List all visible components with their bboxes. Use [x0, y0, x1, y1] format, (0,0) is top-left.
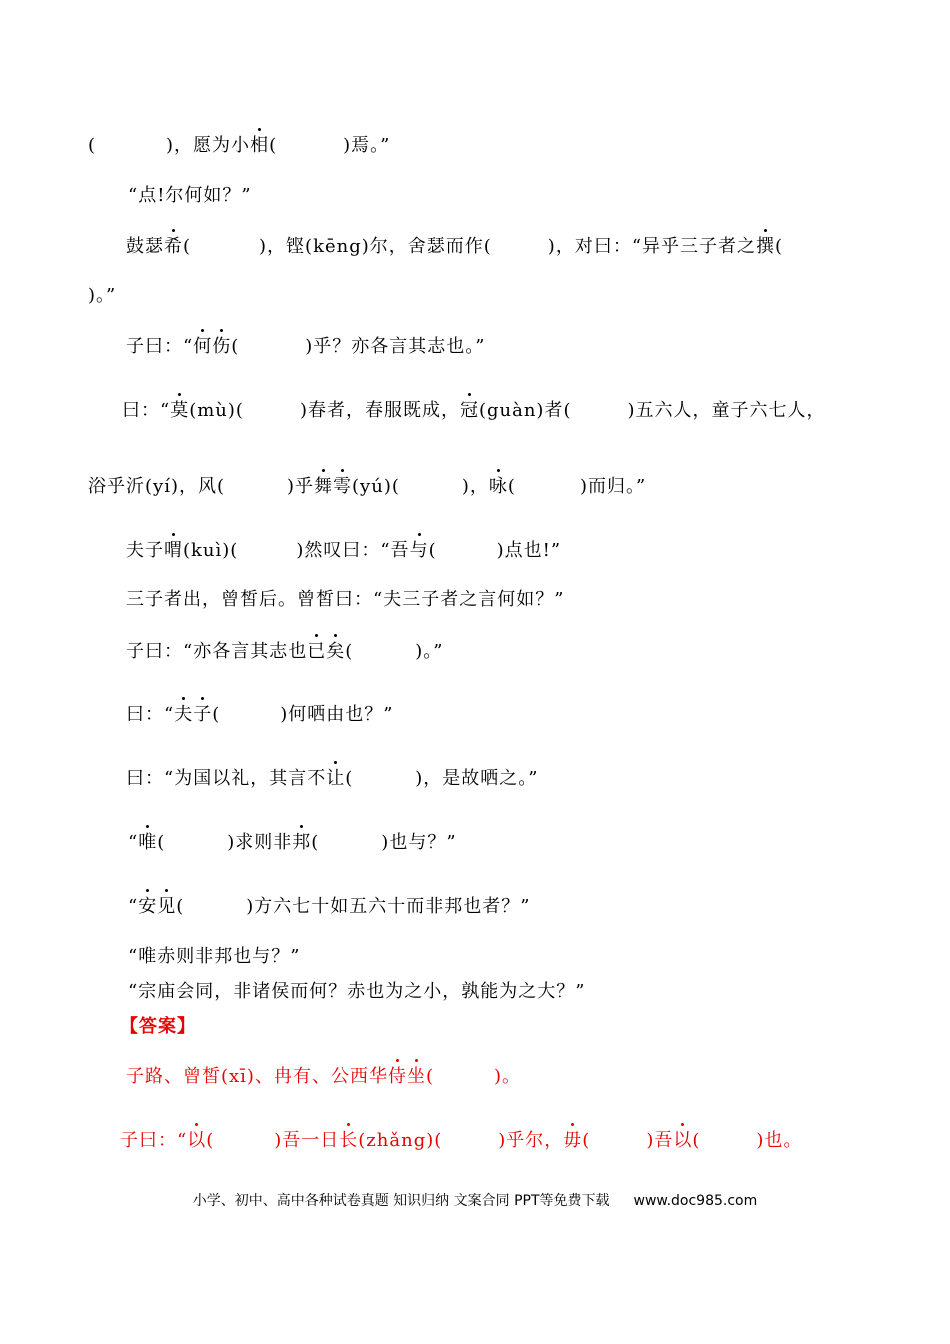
emphasis-char: 坐 — [407, 1062, 426, 1088]
text-segment: )吾 — [646, 1130, 674, 1151]
emphasis-char: 邦 — [292, 828, 311, 854]
text-segment: )方六七十如五六十而非邦也者？” — [246, 896, 531, 917]
text-line — [88, 131, 390, 157]
text-segment: )也。 — [756, 1130, 803, 1151]
emphasis-char: 希 — [164, 232, 183, 258]
text-line — [128, 942, 300, 968]
text-segment: )，对曰：“异乎三子者之 — [547, 236, 757, 257]
text-segment: )然叹曰：“吾 — [296, 540, 410, 561]
emphasis-char: 毋 — [563, 1126, 582, 1152]
text-segment: ( — [231, 336, 240, 357]
text-segment: ( — [345, 641, 354, 662]
text-line — [128, 977, 585, 1003]
text-segment: ( — [425, 1066, 434, 1087]
emphasis-char: 何 — [193, 332, 212, 358]
text-segment: 曰：“ — [122, 400, 171, 421]
text-segment: “ — [128, 896, 139, 917]
text-segment: ( — [775, 236, 784, 257]
text-segment: ( — [269, 135, 278, 156]
emphasis-char: 侍 — [388, 1062, 407, 1088]
text-segment: )，愿为小 — [166, 135, 251, 156]
emphasis-char: 以 — [187, 1126, 206, 1152]
text-segment: )春者，春服既成， — [299, 400, 460, 421]
text-segment: 三子者出，曾皙后。曾皙曰：“夫三子者之言何如？” — [126, 589, 565, 610]
text-segment: )而归。” — [579, 476, 647, 497]
text-segment: 夫子 — [126, 540, 164, 561]
text-segment: ( — [183, 236, 192, 257]
text-segment: “唯赤则非邦也与？” — [128, 946, 301, 967]
text-line — [126, 332, 485, 358]
text-line — [88, 472, 646, 498]
text-line — [126, 637, 443, 663]
text-segment: “点!尔何如？” — [128, 185, 252, 206]
text-line — [128, 181, 252, 207]
emphasis-char: 伤 — [212, 332, 231, 358]
footer-text: 小学、初中、高中各种试卷真题 知识归纳 文案合同 PPT等免费下载 — [192, 1193, 610, 1209]
emphasis-char: 撰 — [756, 232, 775, 258]
emphasis-char: 相 — [250, 131, 269, 157]
text-segment: )乎 — [287, 476, 315, 497]
text-segment: )。” — [88, 285, 117, 306]
answer-line — [120, 1126, 802, 1152]
text-segment: ( — [507, 476, 516, 497]
text-segment: (yú)( — [352, 476, 400, 497]
text-segment: “ — [128, 832, 139, 853]
text-segment: 子曰：“亦各言其志也 — [126, 641, 308, 662]
text-line — [126, 764, 538, 790]
footer-link[interactable]: www.doc985.com — [633, 1193, 758, 1209]
text-segment: “宗庙会同，非诸侯而何？赤也为之小，孰能为之大？” — [128, 981, 586, 1002]
text-segment: )，是故哂之。” — [415, 768, 539, 789]
text-segment: ( — [176, 896, 185, 917]
emphasis-char: 雩 — [333, 472, 352, 498]
text-segment: )乎尔， — [498, 1130, 564, 1151]
emphasis-char: 子 — [193, 700, 212, 726]
text-segment: 子路、曾皙(xī)、冉有、公西华 — [126, 1066, 388, 1087]
text-segment: )五六人，童子六七人， — [627, 400, 826, 421]
text-segment: )， — [461, 476, 489, 497]
text-line — [128, 892, 530, 918]
text-segment: ( — [88, 135, 97, 156]
text-segment: (zhǎng)( — [358, 1130, 443, 1151]
emphasis-char: 唯 — [138, 828, 157, 854]
text-segment: 曰：“ — [126, 704, 175, 725]
text-segment: ( — [157, 832, 166, 853]
emphasis-char: 让 — [326, 764, 345, 790]
text-line — [126, 585, 564, 611]
emphasis-char: 喟 — [164, 536, 183, 562]
text-line — [126, 232, 783, 258]
emphasis-char: 舞 — [314, 472, 333, 498]
text-segment: 子曰：“ — [126, 336, 194, 357]
text-segment: )焉。” — [343, 135, 391, 156]
text-segment: (kuì)( — [183, 540, 239, 561]
text-segment: )吾一日 — [274, 1130, 340, 1151]
text-segment: (mù)( — [189, 400, 244, 421]
text-segment: )。” — [415, 641, 444, 662]
text-segment: 子曰：“ — [120, 1130, 188, 1151]
text-segment: ( — [428, 540, 437, 561]
text-segment: 曰：“为国以礼，其言不 — [126, 768, 327, 789]
text-segment: )，铿(kēng)尔，舍瑟而作( — [259, 236, 492, 257]
emphasis-char: 安 — [138, 892, 157, 918]
emphasis-char: 以 — [673, 1126, 692, 1152]
text-segment: ( — [206, 1130, 215, 1151]
text-segment: )何哂由也？” — [280, 704, 394, 725]
page-footer — [0, 1190, 950, 1210]
text-line — [122, 396, 826, 422]
text-segment: (guàn)者( — [478, 400, 572, 421]
answer-heading: 【答案】 — [120, 1016, 196, 1037]
emphasis-char: 与 — [410, 536, 429, 562]
text-segment: ( — [692, 1130, 701, 1151]
text-line — [128, 828, 457, 854]
text-segment: 浴乎沂(yí)，风( — [88, 476, 225, 497]
emphasis-char: 已 — [307, 637, 326, 663]
text-segment: ( — [582, 1130, 591, 1151]
emphasis-char: 夫 — [174, 700, 193, 726]
text-segment: )也与？” — [381, 832, 457, 853]
answer-line — [126, 1062, 521, 1088]
text-segment: )。 — [493, 1066, 522, 1087]
emphasis-char: 莫 — [170, 396, 189, 422]
emphasis-char: 长 — [339, 1126, 358, 1152]
emphasis-char: 冠 — [460, 396, 479, 422]
text-segment: )点也!” — [496, 540, 562, 561]
emphasis-char: 咏 — [489, 472, 508, 498]
text-segment: ( — [212, 704, 221, 725]
text-line — [88, 281, 116, 307]
emphasis-char: 见 — [157, 892, 176, 918]
text-segment: ( — [345, 768, 354, 789]
text-line — [126, 700, 393, 726]
text-segment: )求则非 — [227, 832, 293, 853]
emphasis-char: 矣 — [326, 637, 345, 663]
text-segment: )乎？亦各言其志也。” — [305, 336, 486, 357]
text-line — [126, 536, 561, 562]
text-segment: ( — [311, 832, 320, 853]
text-segment: 鼓瑟 — [126, 236, 164, 257]
